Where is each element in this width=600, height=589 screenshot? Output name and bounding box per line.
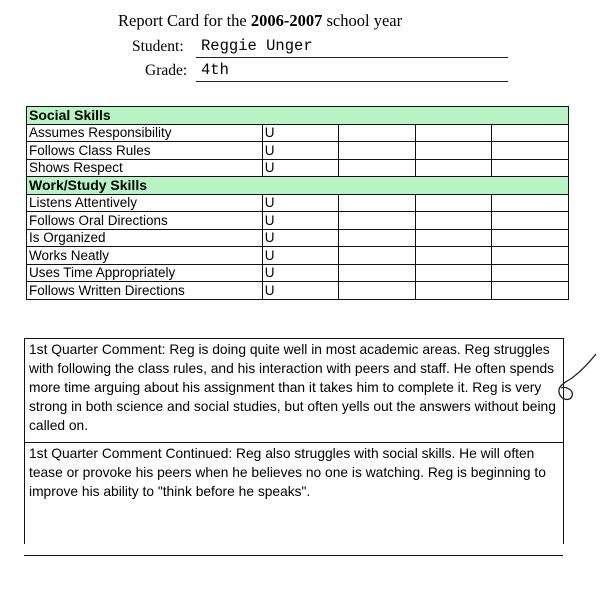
- skill-row: [27, 142, 569, 160]
- quarter-4-mark: [492, 124, 569, 142]
- title-years: 2006-2007: [250, 11, 323, 30]
- quarter-2-mark: [339, 229, 416, 247]
- quarter-1-mark: U: [262, 124, 339, 142]
- quarter-2-mark: [339, 212, 416, 230]
- skill-name: Follows Written Directions: [27, 282, 263, 300]
- skill-name: Assumes Responsibility: [27, 124, 263, 142]
- grade-underline: [196, 81, 508, 82]
- quarter-1-mark: U: [262, 194, 339, 212]
- quarter-3-mark: [415, 247, 492, 265]
- student-underline: [196, 57, 508, 58]
- comment-bottom-border: [24, 555, 563, 556]
- skill-row: [27, 264, 569, 282]
- quarter-3-mark: [415, 229, 492, 247]
- skill-row: [27, 124, 569, 142]
- skill-name: Shows Respect: [27, 159, 263, 177]
- quarter-1-mark: U: [262, 282, 339, 300]
- quarter-1-mark: U: [262, 247, 339, 265]
- skill-name: Uses Time Appropriately: [27, 264, 263, 282]
- section-title: Work/Study Skills: [27, 177, 569, 195]
- quarter-2-mark: [339, 264, 416, 282]
- quarter-2-mark: [339, 142, 416, 160]
- quarter-1-mark: U: [262, 264, 339, 282]
- quarter-4-mark: [492, 194, 569, 212]
- comments-area: [24, 338, 564, 544]
- quarter-2-mark: [339, 282, 416, 300]
- quarter-4-mark: [492, 264, 569, 282]
- skill-name: Follows Class Rules: [27, 142, 263, 160]
- skill-name: Is Organized: [27, 229, 263, 247]
- student-name: Reggie Unger: [201, 37, 313, 55]
- grade-label: Grade:: [145, 62, 188, 79]
- section-header-row: [27, 107, 569, 125]
- quarter-3-mark: [415, 212, 492, 230]
- quarter-2-mark: [339, 247, 416, 265]
- quarter-3-mark: [415, 264, 492, 282]
- quarter-1-mark: U: [262, 159, 339, 177]
- quarter-4-mark: [492, 159, 569, 177]
- section-header-row: [27, 177, 569, 195]
- quarter-3-mark: [415, 282, 492, 300]
- section-title: Social Skills: [27, 107, 569, 125]
- quarter-1-mark: U: [262, 142, 339, 160]
- skill-name: Listens Attentively: [27, 194, 263, 212]
- student-label: Student:: [132, 38, 184, 55]
- pen-mark: [552, 350, 598, 410]
- quarter-4-mark: [492, 212, 569, 230]
- comment-second-text: 1st Quarter Comment Continued: Reg also struggles with social skills. He will often tease or provoke his peers when he believes no one is watching. Reg is beginning to improve his ability to "think before he speaks".: [29, 446, 546, 499]
- quarter-2-mark: [339, 124, 416, 142]
- skill-row: [27, 212, 569, 230]
- quarter-4-mark: [492, 229, 569, 247]
- quarter-4-mark: [492, 282, 569, 300]
- quarter-2-mark: [339, 159, 416, 177]
- skill-name: Works Neatly: [27, 247, 263, 265]
- comment-box-1: [24, 338, 564, 442]
- quarter-1-mark: U: [262, 229, 339, 247]
- skill-row: [27, 247, 569, 265]
- page-title: [118, 11, 402, 31]
- skill-row: [27, 229, 569, 247]
- quarter-4-mark: [492, 247, 569, 265]
- skill-row: [27, 159, 569, 177]
- quarter-3-mark: [415, 159, 492, 177]
- title-prefix: Report Card for the: [118, 11, 251, 30]
- quarter-4-mark: [492, 142, 569, 160]
- comment-first-text: 1st Quarter Comment: Reg is doing quite well in most academic areas. Reg struggles with following the class rules, and his interaction with peers and staff. He often spends more time arguing about his assignment than it takes him to complete it. Reg is very strong in both science and social studies, but often yells out the answers without being called on.: [29, 342, 556, 433]
- quarter-2-mark: [339, 194, 416, 212]
- quarter-3-mark: [415, 142, 492, 160]
- quarter-3-mark: [415, 194, 492, 212]
- comment-box-2: [24, 442, 564, 544]
- skills-table: [26, 106, 569, 300]
- skill-name: Follows Oral Directions: [27, 212, 263, 230]
- skill-row: [27, 194, 569, 212]
- title-suffix: school year: [322, 11, 403, 30]
- quarter-3-mark: [415, 124, 492, 142]
- skill-row: [27, 282, 569, 300]
- grade-value: 4th: [201, 61, 229, 79]
- quarter-1-mark: U: [262, 212, 339, 230]
